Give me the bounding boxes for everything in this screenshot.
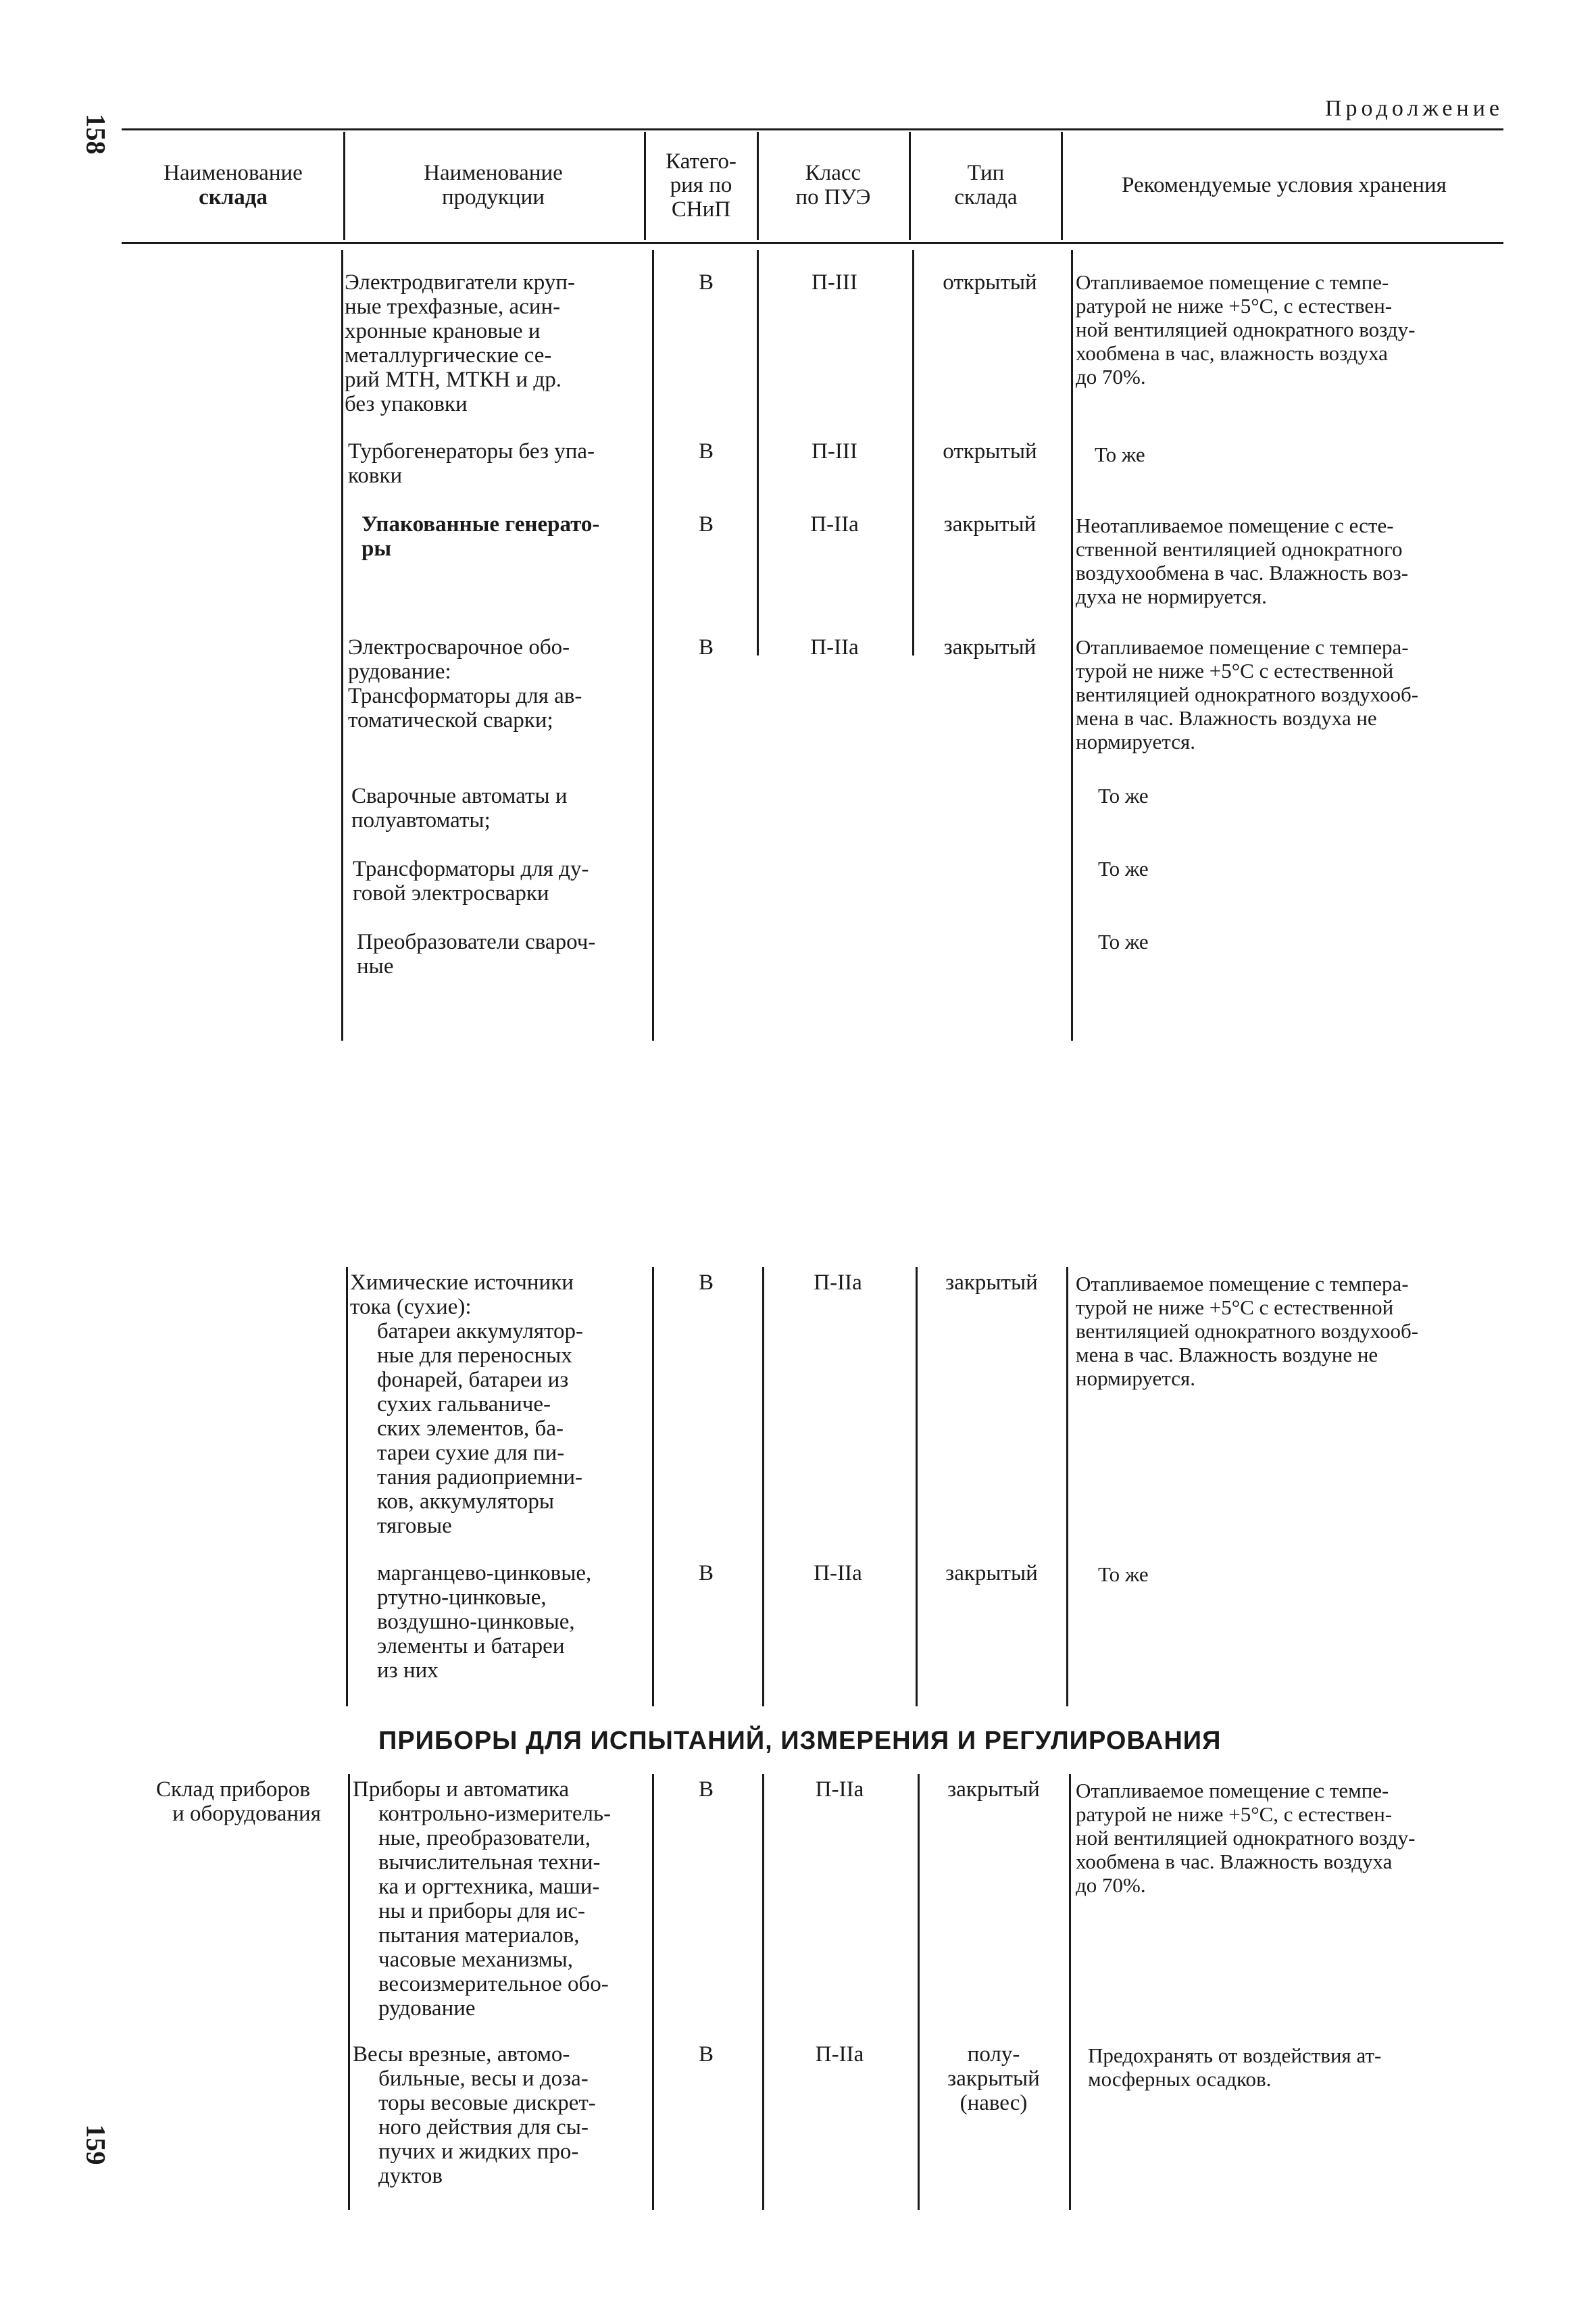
column-rule [757, 250, 759, 656]
header-divider [757, 132, 759, 240]
product-cell: Упакованные генерато- ры [361, 512, 600, 561]
product-cell: Турбогенераторы без упа- ковки [348, 439, 595, 488]
header-warehouse: Наименование склада [164, 161, 303, 209]
column-rule [916, 1267, 918, 1706]
column-rule [652, 1267, 654, 1706]
type-cell: закрытый [943, 512, 1037, 537]
type-cell: открытый [943, 439, 1037, 464]
category-cell: В [698, 635, 714, 660]
table-top-rule [122, 128, 1503, 130]
header-type: Тип склада [954, 161, 1018, 209]
category-cell: В [698, 270, 714, 295]
header-divider [1061, 132, 1063, 240]
product-cell: марганцево-цинковые, ртутно-цинковые, воздушно-цинковые, элементы и батареи из них [377, 1561, 592, 1683]
warehouse-cell: Склад приборов и оборудования [156, 1777, 321, 1826]
class-cell: П-IIа [815, 1777, 864, 1802]
conditions-cell: То же [1098, 930, 1149, 954]
header-product: Наименование продукции [424, 161, 563, 209]
conditions-cell: Отапливаемое помещение с темпера- турой не ниже +5°С с естественной вентиляцией однократного воздухооб- мена в час. Влажность воздуне не нормируется. [1076, 1272, 1419, 1390]
class-cell: П-IIа [815, 2042, 864, 2067]
conditions-cell: То же [1098, 784, 1149, 808]
type-cell: закрытый [945, 1561, 1038, 1585]
section-title: ПРИБОРЫ ДЛЯ ИСПЫТАНИЙ, ИЗМЕРЕНИЯ И РЕГУЛИРОВАНИЯ [378, 1727, 1222, 1755]
column-rule [762, 1774, 764, 2210]
column-rule [652, 1774, 654, 2210]
header-divider [644, 132, 646, 240]
header-category: Катего- рия по СНиП [666, 149, 737, 222]
conditions-cell: Отапливаемое помещение с темпе- ратурой не ниже +5°С, с естествен- ной вентиляцией однократного возду- хообмена в час, влажность воздуха до 70%. [1076, 270, 1416, 389]
conditions-cell: То же [1098, 857, 1149, 881]
class-cell: П-IIа [810, 635, 859, 660]
category-cell: В [698, 2042, 714, 2067]
column-rule [346, 1267, 348, 1706]
category-cell: В [698, 1270, 714, 1295]
type-cell: открытый [943, 270, 1037, 295]
conditions-cell: Неотапливаемое помещение с есте- ственной вентиляцией однократного воздухообмена в час. Влажность воз- духа не нормируется. [1076, 514, 1409, 608]
product-cell: Преобразователи свароч- ные [357, 930, 596, 979]
page-number-top: 158 [80, 114, 111, 155]
column-rule [762, 1267, 764, 1706]
page-number-bottom: 159 [80, 2124, 111, 2165]
conditions-cell: То же [1098, 1562, 1149, 1586]
column-rule [1066, 1267, 1068, 1706]
conditions-cell: Предохранять от воздействия ат- мосферных осадков. [1088, 2044, 1382, 2091]
column-rule [341, 250, 343, 1041]
header-bottom-rule [122, 242, 1503, 244]
category-cell: В [698, 1777, 714, 1802]
conditions-cell: То же [1095, 443, 1145, 466]
product-cell: Электродвигатели круп- ные трехфазные, асин- хронные крановые и металлургические се- рий МТН, МТКН и др. без упаковки [345, 270, 575, 416]
header-divider [909, 132, 911, 240]
product-cell: Трансформаторы для ду- говой электросварки [353, 857, 589, 906]
product-cell: Приборы и автоматика контрольно-измеритель- ные, преобразователи, вычислительная техни- ка и оргтехника, маши- ны и приборы для ис- пытания материалов, часовые механизмы, весоизмерительное обо- рудование [353, 1777, 612, 2021]
class-cell: П-IIа [810, 512, 859, 537]
type-cell: закрытый [947, 1777, 1040, 1802]
category-cell: В [698, 439, 714, 464]
column-rule [652, 250, 654, 1041]
header-conditions: Рекомендуемые условия хранения [1122, 173, 1447, 198]
conditions-cell: Отапливаемое помещение с темпера- турой не ниже +5°С с естественной вентиляцией однократного воздухооб- мена в час. Влажность воздуха не нормируется. [1076, 635, 1419, 753]
column-rule [348, 1774, 350, 2210]
column-rule [912, 250, 914, 656]
type-cell: закрытый [943, 635, 1037, 660]
column-rule [1069, 1774, 1071, 2210]
category-cell: В [698, 512, 714, 537]
conditions-cell: Отапливаемое помещение с темпе- ратурой не ниже +5°С, с естествен- ной вентиляцией однократного возду- хообмена в час. Влажность воздуха до 70%. [1076, 1779, 1416, 1897]
column-rule [1071, 250, 1073, 1041]
header-class: Класс по ПУЭ [795, 161, 871, 209]
product-cell: Весы врезные, автомо- бильные, весы и доза- торы весовые дискрет- ного действия для сы- пучих и жидких про- дуктов [353, 2042, 596, 2188]
category-cell: В [698, 1561, 714, 1585]
product-cell: Химические источники тока (сухие): батареи аккумулятор- ные для переносных фонарей, батареи из сухих гальваниче- ских элементов, ба- тареи сухие для пи- тания радиоприемни- ков, аккумуляторы тяговые [350, 1270, 583, 1538]
class-cell: П-IIа [814, 1270, 862, 1295]
product-cell: Сварочные автоматы и полуавтоматы; [351, 784, 568, 833]
header-divider [343, 132, 345, 240]
type-cell: полу- закрытый (навес) [947, 2042, 1040, 2115]
class-cell: П-IIа [814, 1561, 862, 1585]
class-cell: П-III [812, 439, 857, 464]
class-cell: П-III [812, 270, 857, 295]
column-rule [918, 1774, 920, 2210]
continuation-label: Продолжение [1324, 96, 1503, 121]
product-cell: Электросварочное обо- рудование: Трансформаторы для ав- томатической сварки; [348, 635, 582, 733]
type-cell: закрытый [945, 1270, 1038, 1295]
